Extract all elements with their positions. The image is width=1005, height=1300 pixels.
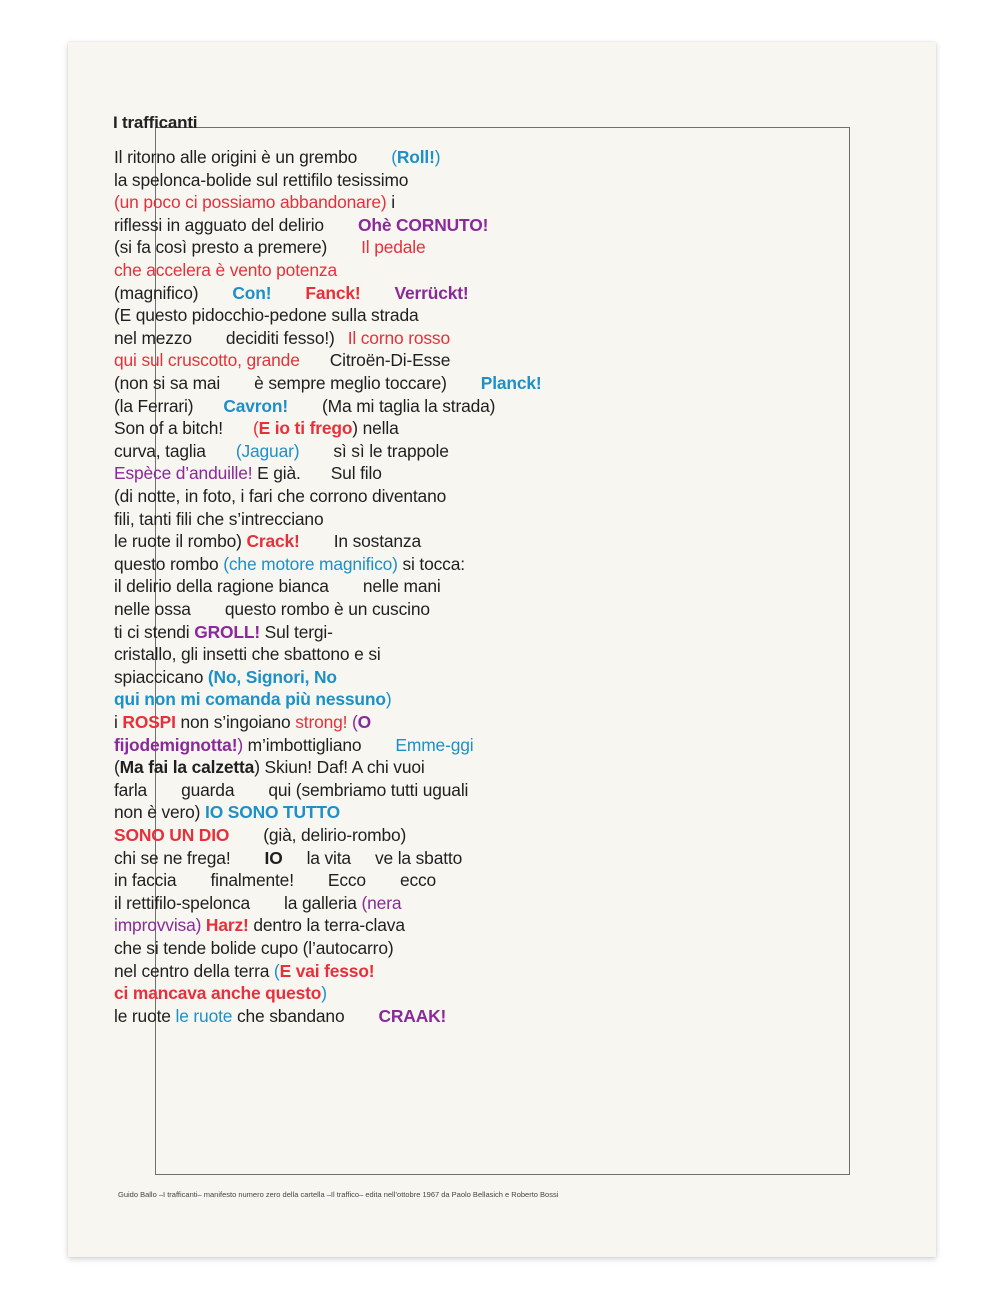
poem-line: le ruote il rombo) Crack! In sostanza [114, 531, 421, 552]
poem-line: Son of a bitch! (E io ti frego) nella [114, 418, 399, 439]
poem-line: (magnifico) Con! Fanck! Verrückt! [114, 282, 469, 303]
poem-title: I trafficanti [113, 113, 198, 132]
poem-line: il rettifilo-spelonca la galleria (nera [114, 892, 402, 913]
poem-line: curva, taglia (Jaguar) sì sì le trappole [114, 440, 449, 461]
poem-line: (Ma fai la calzetta) Skiun! Daf! A chi vuoi [114, 757, 425, 778]
poem-line: ti ci stendi GROLL! Sul tergi- [114, 621, 333, 642]
poem-line: (un poco ci possiamo abbandonare) i [114, 192, 395, 213]
poem-line: nelle ossa questo rombo è un cuscino [114, 599, 430, 619]
poem-line: Il ritorno alle origini è un grembo (Roll!) [114, 147, 441, 167]
poem-line: Espèce d’anduille! E già. Sul filo [114, 463, 382, 484]
poem-line: non è vero) IO SONO TUTTO [114, 802, 340, 823]
poem-line: riflessi in agguato del delirio Ohè CORNUTO! [114, 214, 489, 235]
poem-line: le ruote le ruote che sbandano CRAAK! [114, 1005, 447, 1026]
poem-line: nel centro della terra (E vai fesso! [114, 960, 375, 981]
poem-line: (non si sa mai è sempre meglio toccare) Planck! [114, 373, 542, 393]
poem-line: SONO UN DIO (già, delirio-rombo) [114, 825, 407, 845]
poem-line: (la Ferrari) Cavron! (Ma mi taglia la strada) [114, 395, 496, 416]
poem-line: spiaccicano (No, Signori, No [114, 666, 337, 687]
poem-line: i ROSPI non s’ingoiano strong! (O [114, 712, 372, 732]
poem-line: (E questo pidocchio-pedone sulla strada [114, 305, 419, 326]
poem-line: che si tende bolide cupo (l’autocarro) [114, 938, 394, 958]
poem-line: improvvisa) Harz! dentro la terra-clava [114, 915, 405, 936]
poem-line: fijodemignotta!) m’imbottigliano Emme-ggi [114, 734, 474, 755]
poem-line: che accelera è vento potenza [114, 260, 337, 280]
poem-line: nel mezzo deciditi fesso!) Il corno rosso [114, 327, 450, 348]
poem-line: la spelonca-bolide sul rettifilo tesissimo [114, 169, 409, 190]
poem-line: qui sul cruscotto, grande Citroën-Di-Esse [114, 350, 451, 371]
poem-line: qui non mi comanda più nessuno) [114, 689, 392, 710]
poem-line: ci mancava anche questo) [114, 983, 327, 1004]
poem-line: (si fa così presto a premere) Il pedale [114, 237, 426, 258]
poem-line: farla guarda qui (sembriamo tutti uguali [114, 779, 469, 800]
poem-line: in faccia finalmente! Ecco ecco [114, 870, 437, 891]
poem-line: questo rombo (che motore magnifico) si tocca: [114, 553, 465, 574]
poem-line: fili, tanti fili che s’intrecciano [114, 508, 324, 529]
poem-line: il delirio della ragione bianca nelle mani [114, 576, 441, 597]
poem-line: cristallo, gli insetti che sbattono e si [114, 644, 381, 665]
poster-credit: Guido Ballo –I trafficanti– manifesto numero zero della cartella –Il traffico– edita nell’ottobre 1967 da Paolo Bellasich e Roberto Bossi [118, 1190, 559, 1199]
poem-line: (di notte, in foto, i fari che corrono diventano [114, 486, 447, 506]
poem-line: chi se ne frega! IO la vita ve la sbatto [114, 847, 463, 868]
